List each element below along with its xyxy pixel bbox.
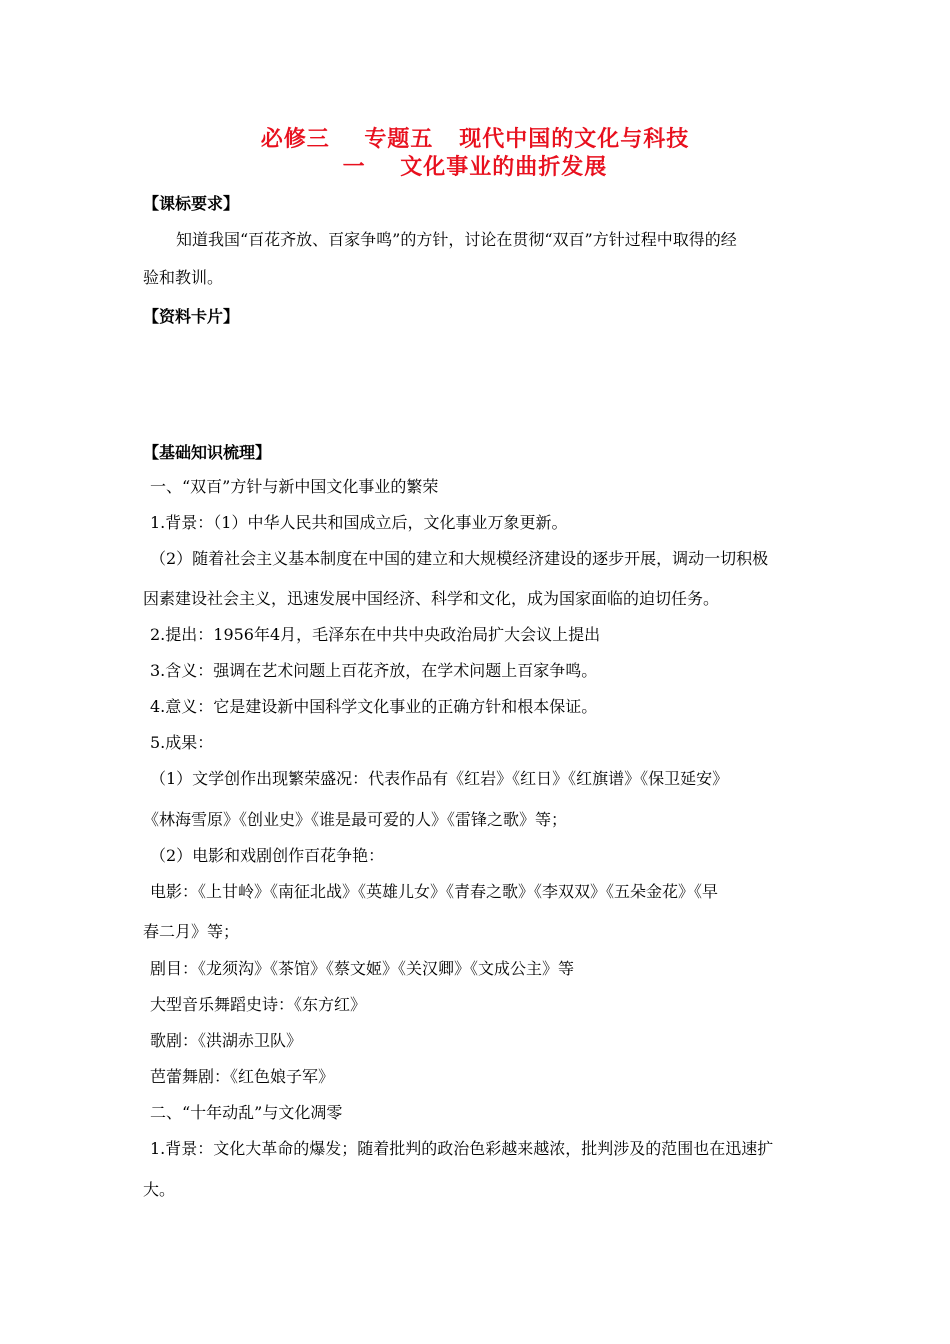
opera-item: 歌剧：《洪湖赤卫队》	[150, 1031, 303, 1050]
meaning-item: 3.含义：强调在艺术问题上百花齐放，在学术问题上百家争鸣。	[150, 661, 598, 680]
background-item-1: 1.背景：（1）中华人民共和国成立后，文化事业万象更新。	[150, 513, 568, 532]
part2-title: 二、“十年动乱”与文化凋零	[150, 1103, 343, 1122]
section-heading-curriculum: 【课标要求】	[143, 194, 240, 213]
background-item-2-line2: 因素建设社会主义，迅速发展中国经济、科学和文化，成为国家面临的迫切任务。	[143, 589, 720, 608]
results-item: 5.成果：	[150, 733, 214, 752]
document-title-line2: 一 文化事业的曲折发展	[342, 155, 608, 180]
curriculum-paragraph-line2: 验和教训。	[143, 268, 224, 287]
significance-item: 4.意义：它是建设新中国科学文化事业的正确方针和根本保证。	[150, 697, 598, 716]
section-heading-basics: 【基础知识梳理】	[143, 443, 272, 462]
background-item-2-line1: （2）随着社会主义基本制度在中国的建立和大规模经济建设的逐步开展，调动一切积极	[150, 549, 769, 568]
curriculum-paragraph-line1: 知道我国“百花齐放、百家争鸣”的方针，讨论在贯彻“双百”方针过程中取得的经	[176, 230, 737, 249]
background-item-3-line2: 大。	[143, 1180, 176, 1199]
part1-title: 一、“双百”方针与新中国文化事业的繁荣	[150, 477, 439, 496]
section-heading-data-card: 【资料卡片】	[143, 307, 240, 326]
epic-item: 大型音乐舞蹈史诗：《东方红》	[150, 995, 367, 1014]
drama-item: 剧目：《龙须沟》《茶馆》《蔡文姬》《关汉卿》《文成公主》等	[150, 959, 575, 978]
proposal-item: 2.提出：1956年4月，毛泽东在中共中央政治局扩大会议上提出	[150, 625, 601, 644]
film-line1: 电影：《上甘岭》《南征北战》《英雄儿女》《青春之歌》《李双双》《五朵金花》《早	[150, 882, 719, 901]
background-item-3-line1: 1.背景：文化大革命的爆发；随着批判的政治色彩越来越浓，批判涉及的范围也在迅速扩	[150, 1139, 774, 1158]
document-title-line1: 必修三 专题五 现代中国的文化与科技	[260, 127, 690, 152]
literature-line2: 《林海雪原》《创业史》《谁是最可爱的人》《雷锋之歌》等；	[143, 810, 568, 829]
ballet-item: 芭蕾舞剧：《红色娘子军》	[150, 1067, 335, 1086]
literature-line1: （1）文学创作出现繁荣盛况：代表作品有《红岩》《红日》《红旗谱》《保卫延安》	[150, 769, 729, 788]
film-drama-title: （2）电影和戏剧创作百花争艳：	[150, 846, 385, 865]
film-line2: 春二月》等；	[143, 922, 240, 941]
